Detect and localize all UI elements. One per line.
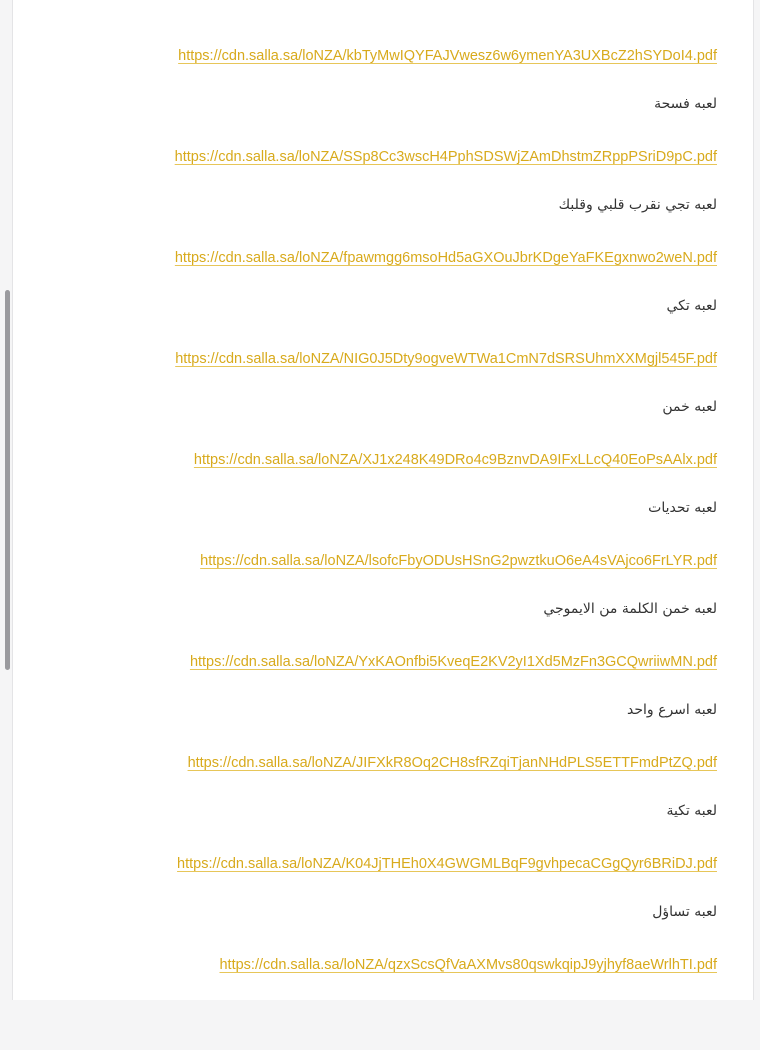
- list-item: [37, 848, 717, 949]
- list-item: [37, 444, 717, 545]
- list-item: [37, 646, 717, 747]
- game-title: لعبه تكي: [666, 298, 717, 314]
- game-title: لعبه تجي نقرب قلبي وقلبك: [558, 197, 717, 213]
- list-item: [37, 242, 717, 343]
- pdf-link[interactable]: https://cdn.salla.sa/loNZA/YxKAOnfbi5KveqE2KV2yI1Xd5MzFn3GCQwriiwMN.pdf: [189, 654, 717, 670]
- game-title: لعبه تحديات: [648, 500, 717, 516]
- pdf-link[interactable]: https://cdn.salla.sa/loNZA/kbTyMwIQYFAJVwesz6w6ymenYA3UXBcZ2hSYDoI4.pdf: [178, 48, 717, 64]
- pdf-link[interactable]: https://cdn.salla.sa/loNZA/fpawmgg6msoHd5aGXOuJbrKDgeYaFKEgxnwo2weN.pdf: [174, 250, 717, 266]
- game-title: لعبه خمن: [662, 399, 717, 415]
- pdf-link[interactable]: https://cdn.salla.sa/loNZA/JIFXkR8Oq2CH8sfRZqiTjanNHdPLS5ETTFmdPtZQ.pdf: [187, 755, 717, 771]
- link-list: [37, 40, 717, 1050]
- pdf-link[interactable]: https://cdn.salla.sa/loNZA/XJ1x248K49DRo4c9BznvDA9IFxLLcQ40EoPsAAlx.pdf: [193, 452, 717, 468]
- list-item: [37, 40, 717, 141]
- list-item: [37, 141, 717, 242]
- pdf-link[interactable]: https://cdn.salla.sa/loNZA/NIG0J5Dty9ogveWTWa1CmN7dSRSUhmXXMgjl545F.pdf: [175, 351, 717, 367]
- list-item: [37, 545, 717, 646]
- game-title: لعبه اسرع واحد: [626, 702, 717, 718]
- scrollbar-thumb[interactable]: [5, 290, 10, 670]
- game-title: لعبه فسحة: [654, 96, 717, 112]
- game-title: لعبه تساؤل: [652, 904, 717, 920]
- pdf-link[interactable]: https://cdn.salla.sa/loNZA/SSp8Cc3wscH4PphSDSWjZAmDhstmZRppPSriD9pC.pdf: [174, 149, 717, 165]
- list-item: [37, 747, 717, 848]
- game-title: لعبه خمن الكلمة من الايموجي: [543, 601, 717, 617]
- pdf-link[interactable]: https://cdn.salla.sa/loNZA/qzxScsQfVaAXMvs80qswkqipJ9yjhyf8aeWrlhTI.pdf: [219, 957, 717, 973]
- document-page: [12, 0, 754, 1000]
- pdf-link[interactable]: https://cdn.salla.sa/loNZA/lsofcFbyODUsHSnG2pwztkuO6eA4sVAjco6FrLYR.pdf: [200, 553, 717, 569]
- list-item: [37, 343, 717, 444]
- pdf-link[interactable]: https://cdn.salla.sa/loNZA/K04JjTHEh0X4GWGMLBqF9gvhpecaCGgQyr6BRiDJ.pdf: [177, 856, 717, 872]
- game-title: لعبه تكية: [666, 803, 717, 819]
